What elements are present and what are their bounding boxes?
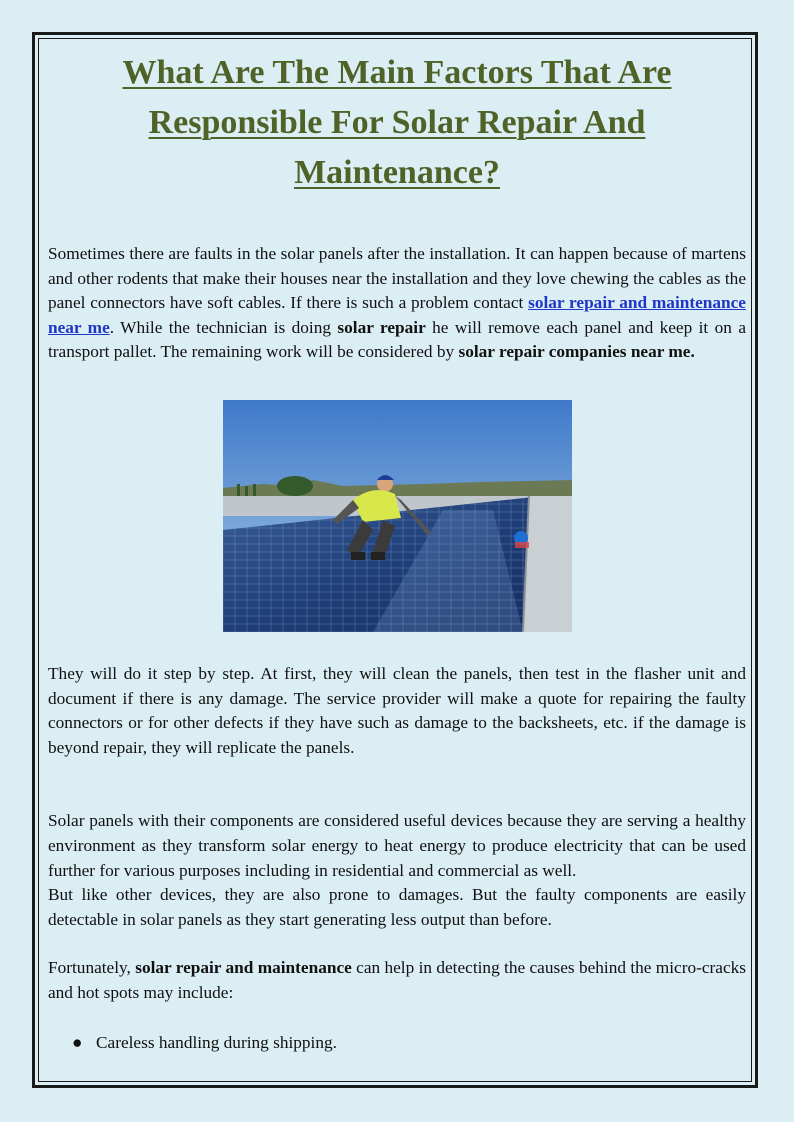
devices-text-a: Solar panels with their components are considered useful devices because they are serving a healthy environment as they transform solar energy to heat energy to produce electricity that can be used further for various purposes including in residential and commercial as well. [48, 811, 746, 880]
intro-bold-solar-repair: solar repair [337, 317, 426, 337]
intro-text-b: . While the technician is doing [109, 317, 338, 337]
intro-text-c: he will remove each panel and keep it on a transport pallet. The remaining work will be considered by [48, 317, 746, 362]
intro-bold-companies: solar repair companies near me. [458, 342, 695, 362]
document-title [48, 48, 746, 198]
paragraph-fortunately [48, 956, 746, 1005]
photo-container [48, 400, 746, 632]
document-body [48, 48, 746, 1055]
paragraph-process: They will do it step by step. At first, they will clean the panels, then test in the flasher unit and document if there is any damage. The service provider will make a quote for repairing the faulty connectors or for other defects if they have such as damage to the backsheets, etc. if the damage is beyond repair, they will replicate the panels. [48, 663, 746, 757]
bullet-icon: ● [72, 1032, 83, 1052]
devices-text-b: But like other devices, they are also prone to damages. But the faulty components are easily detectable in solar panels as they start generating less output than before. [48, 885, 746, 929]
solar-technician-photo [223, 400, 572, 632]
title-question-mark: ? [482, 154, 500, 191]
paragraph-intro [48, 242, 746, 365]
title-text: What Are The Main Factors That Are Responsible For Solar Repair And Maintenance [122, 54, 672, 191]
intro-text-a: Sometimes there are faults in the solar panels after the installation. It can happen because of martens and other rodents that make their houses near the installation and they love chewing the cables as the panel connectors have soft cables. If there is such a problem contact [48, 244, 746, 313]
fortunately-text-b: can help in detecting the causes behind the micro-cracks and hot spots may include: [48, 958, 746, 1002]
paragraph-devices [48, 809, 746, 932]
fortunately-bold: solar repair and maintenance [135, 958, 352, 978]
causes-list [48, 1031, 746, 1056]
list-item [48, 1031, 746, 1056]
solar-repair-link[interactable]: solar repair and maintenance near me [48, 293, 746, 337]
list-item-text: Careless handling during shipping. [96, 1032, 337, 1052]
fortunately-text-a: Fortunately, [48, 958, 136, 978]
